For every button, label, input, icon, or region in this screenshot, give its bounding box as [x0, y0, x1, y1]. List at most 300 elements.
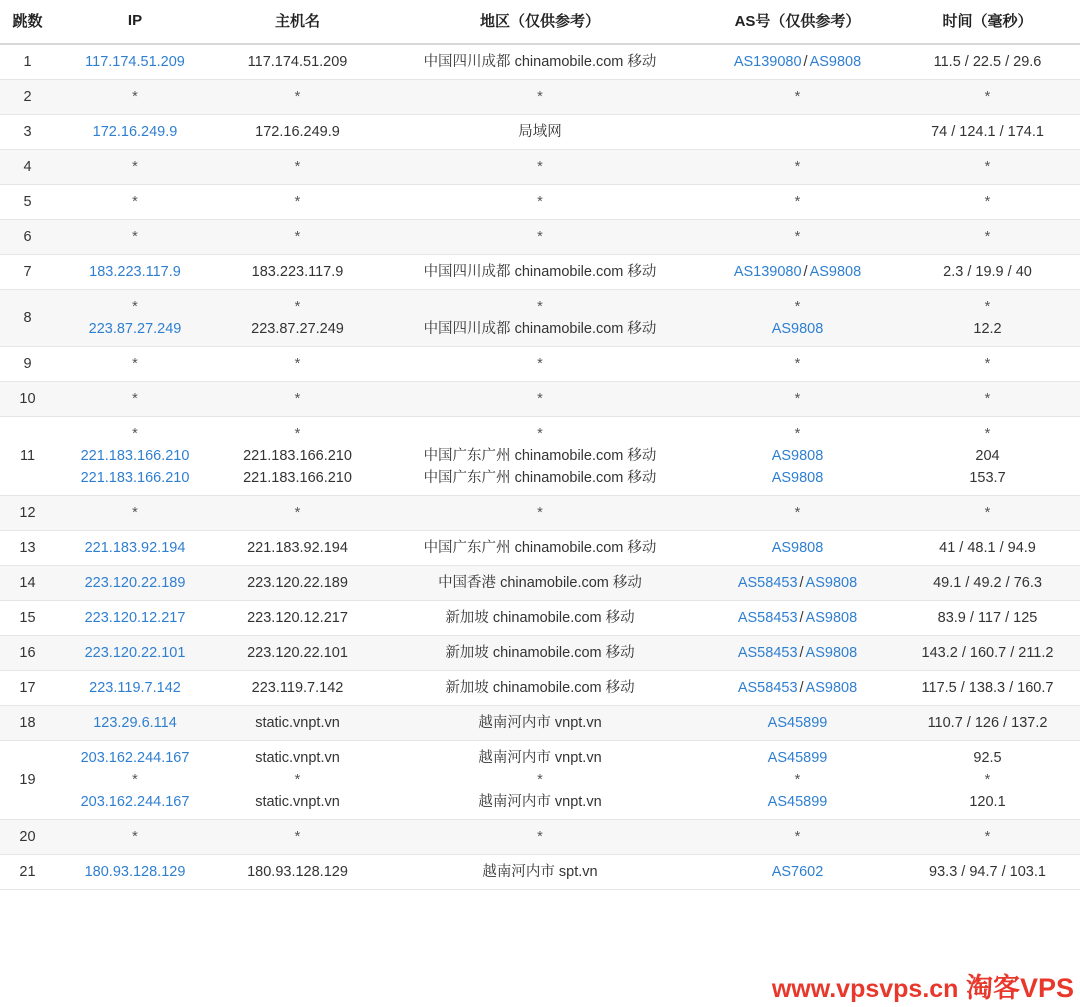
region-cell-line: 越南河内市 spt.vn — [482, 864, 598, 880]
cell-time — [895, 115, 1080, 150]
region-cell-line: * — [537, 356, 543, 372]
cell-asn — [700, 382, 895, 417]
ip-link[interactable]: 172.16.249.9 — [92, 124, 178, 140]
column-header-region: 地区（仅供参考） — [380, 0, 700, 44]
asn-cell-line — [704, 712, 891, 734]
cell-time — [895, 417, 1080, 496]
time-cell-line: 41 / 48.1 / 94.9 — [939, 540, 1036, 556]
time-cell-line: 74 / 124.1 / 174.1 — [931, 124, 1044, 140]
hostname-cell-line: 223.120.22.101 — [247, 645, 348, 661]
table-row — [0, 417, 1080, 496]
cell-region — [380, 741, 700, 820]
cell-time — [895, 601, 1080, 636]
cell-asn — [700, 185, 895, 220]
cell-ip — [55, 706, 215, 741]
cell-asn — [700, 855, 895, 890]
ip-cell-line: * — [132, 391, 138, 407]
table-row — [0, 44, 1080, 80]
asn-separator: / — [799, 575, 804, 591]
region-cell-line: 越南河内市 vnpt.vn — [478, 794, 602, 810]
time-cell-line: 93.3 / 94.7 / 103.1 — [929, 864, 1046, 880]
table-header-row — [0, 0, 1080, 44]
asn-cell-line — [704, 747, 891, 769]
asn-link[interactable]: AS139080 — [733, 54, 802, 70]
region-cell-line: * — [537, 426, 543, 442]
region-cell-line: * — [537, 159, 543, 175]
cell-region — [380, 496, 700, 531]
cell-hop: 11 — [0, 417, 55, 496]
cell-hostname — [215, 115, 380, 150]
hostname-cell-line: 223.87.27.249 — [251, 321, 344, 337]
asn-missing: * — [794, 426, 801, 442]
cell-asn — [700, 347, 895, 382]
asn-link[interactable]: AS9808 — [771, 321, 824, 337]
ip-link[interactable]: 203.162.244.167 — [80, 750, 190, 766]
cell-region — [380, 80, 700, 115]
asn-link[interactable]: AS9808 — [805, 680, 858, 696]
cell-hostname — [215, 531, 380, 566]
region-cell-line: 新加坡 chinamobile.com 移动 — [445, 610, 635, 626]
cell-hop: 19 — [0, 741, 55, 820]
table-row — [0, 496, 1080, 531]
cell-asn — [700, 706, 895, 741]
asn-cell-line — [704, 261, 891, 283]
cell-ip — [55, 671, 215, 706]
hostname-cell-line: static.vnpt.vn — [255, 794, 340, 810]
asn-separator: / — [799, 645, 804, 661]
cell-ip — [55, 855, 215, 890]
asn-cell-line — [704, 826, 891, 848]
asn-link[interactable]: AS139080 — [733, 264, 802, 280]
ip-link[interactable]: 183.223.117.9 — [89, 264, 181, 280]
hostname-cell-line: 221.183.166.210 — [243, 448, 352, 464]
watermark-url: www.vpsvps.cn — [771, 975, 959, 1003]
cell-hostname — [215, 417, 380, 496]
asn-link[interactable]: AS9808 — [805, 610, 858, 626]
cell-region — [380, 44, 700, 80]
cell-time — [895, 671, 1080, 706]
cell-region — [380, 220, 700, 255]
table-row — [0, 150, 1080, 185]
cell-hop: 12 — [0, 496, 55, 531]
cell-hostname — [215, 382, 380, 417]
region-cell-line: 新加坡 chinamobile.com 移动 — [445, 645, 635, 661]
region-cell-line: 中国广东广州 chinamobile.com 移动 — [423, 448, 657, 464]
cell-region — [380, 417, 700, 496]
cell-region — [380, 820, 700, 855]
hostname-cell-line: 223.120.22.189 — [247, 575, 348, 591]
cell-asn — [700, 566, 895, 601]
cell-asn — [700, 80, 895, 115]
cell-hop: 14 — [0, 566, 55, 601]
cell-region — [380, 255, 700, 290]
cell-hop: 15 — [0, 601, 55, 636]
cell-hostname — [215, 636, 380, 671]
asn-missing: * — [794, 89, 801, 105]
table-row — [0, 741, 1080, 820]
asn-cell-line — [704, 642, 891, 664]
cell-ip — [55, 185, 215, 220]
cell-ip — [55, 566, 215, 601]
hostname-cell-line: 183.223.117.9 — [251, 264, 344, 280]
table-row — [0, 820, 1080, 855]
asn-cell-line — [704, 226, 891, 248]
cell-hostname — [215, 80, 380, 115]
asn-link[interactable]: AS9808 — [809, 264, 862, 280]
cell-hostname — [215, 855, 380, 890]
cell-time — [895, 706, 1080, 741]
cell-hop: 2 — [0, 80, 55, 115]
region-cell-line: 中国广东广州 chinamobile.com 移动 — [423, 540, 657, 556]
cell-asn — [700, 255, 895, 290]
ip-cell-line: * — [132, 89, 138, 105]
cell-hop: 7 — [0, 255, 55, 290]
hostname-cell-line: 180.93.128.129 — [247, 864, 348, 880]
time-cell-line: * — [984, 299, 991, 315]
ip-link[interactable]: 221.183.92.194 — [84, 540, 186, 556]
ip-cell-line: * — [132, 299, 138, 315]
cell-hop: 21 — [0, 855, 55, 890]
cell-hostname — [215, 185, 380, 220]
hostname-cell-line: * — [294, 772, 301, 788]
table-body — [0, 44, 1080, 890]
cell-region — [380, 115, 700, 150]
time-cell-line: * — [984, 194, 991, 210]
asn-cell-line — [704, 423, 891, 445]
cell-region — [380, 636, 700, 671]
hostname-cell-line: 172.16.249.9 — [255, 124, 340, 140]
table-row — [0, 347, 1080, 382]
time-cell-line: 153.7 — [969, 470, 1006, 486]
asn-link[interactable]: AS7602 — [771, 864, 824, 880]
cell-ip — [55, 44, 215, 80]
table-row — [0, 566, 1080, 601]
time-cell-line: 12.2 — [973, 321, 1002, 337]
region-cell-line: 新加坡 chinamobile.com 移动 — [445, 680, 635, 696]
time-cell-line: * — [984, 159, 991, 175]
time-cell-line: * — [984, 426, 991, 442]
cell-ip — [55, 636, 215, 671]
cell-hop: 18 — [0, 706, 55, 741]
hostname-cell-line: 221.183.92.194 — [247, 540, 348, 556]
ip-link[interactable]: 223.120.12.217 — [84, 610, 186, 626]
asn-missing: * — [794, 391, 801, 407]
cell-region — [380, 706, 700, 741]
time-cell-line: 120.1 — [969, 794, 1006, 810]
cell-ip — [55, 820, 215, 855]
hostname-cell-line: * — [294, 426, 301, 442]
cell-asn — [700, 44, 895, 80]
cell-ip — [55, 531, 215, 566]
region-cell-line: * — [537, 299, 543, 315]
hostname-cell-line: * — [294, 194, 301, 210]
region-cell-line: * — [537, 391, 543, 407]
cell-region — [380, 671, 700, 706]
asn-link[interactable]: AS58453 — [737, 610, 798, 626]
time-cell-line: 83.9 / 117 / 125 — [937, 610, 1038, 626]
asn-missing: * — [794, 772, 801, 788]
ip-link[interactable]: 223.119.7.142 — [89, 680, 181, 696]
cell-hop: 3 — [0, 115, 55, 150]
asn-cell-line — [704, 537, 891, 559]
cell-time — [895, 255, 1080, 290]
table-row — [0, 855, 1080, 890]
cell-hop: 5 — [0, 185, 55, 220]
cell-hop: 16 — [0, 636, 55, 671]
cell-time — [895, 820, 1080, 855]
cell-time — [895, 496, 1080, 531]
cell-region — [380, 185, 700, 220]
cell-ip — [55, 255, 215, 290]
cell-time — [895, 80, 1080, 115]
asn-cell-line — [704, 353, 891, 375]
region-cell-line: * — [537, 229, 543, 245]
cell-ip — [55, 741, 215, 820]
asn-link[interactable]: AS9808 — [771, 448, 824, 464]
cell-asn — [700, 601, 895, 636]
column-header-hostname: 主机名 — [215, 0, 380, 44]
hostname-cell-line: * — [294, 391, 301, 407]
table-row — [0, 290, 1080, 347]
cell-ip — [55, 601, 215, 636]
column-header-ip: IP — [55, 0, 215, 44]
table-header — [0, 0, 1080, 44]
time-cell-line: 11.5 / 22.5 / 29.6 — [933, 54, 1042, 70]
hostname-cell-line: * — [294, 505, 301, 521]
asn-cell-line — [704, 467, 891, 489]
column-header-hop: 跳数 — [0, 0, 55, 44]
ip-link[interactable]: 203.162.244.167 — [80, 794, 190, 810]
cell-ip — [55, 290, 215, 347]
cell-ip — [55, 417, 215, 496]
cell-hop: 20 — [0, 820, 55, 855]
cell-hostname — [215, 566, 380, 601]
column-header-asn: AS号（仅供参考） — [700, 0, 895, 44]
time-cell-line: * — [984, 89, 991, 105]
cell-hostname — [215, 347, 380, 382]
asn-cell-line — [704, 296, 891, 318]
asn-cell-line — [704, 445, 891, 467]
ip-link[interactable]: 223.87.27.249 — [88, 321, 182, 337]
column-header-time: 时间（毫秒） — [895, 0, 1080, 44]
ip-cell-line: * — [132, 505, 138, 521]
asn-link[interactable]: AS9808 — [809, 54, 862, 70]
region-cell-line: * — [537, 505, 543, 521]
cell-ip — [55, 150, 215, 185]
cell-region — [380, 150, 700, 185]
cell-time — [895, 855, 1080, 890]
asn-link[interactable]: AS45899 — [767, 794, 828, 810]
cell-region — [380, 347, 700, 382]
cell-time — [895, 150, 1080, 185]
cell-region — [380, 290, 700, 347]
time-cell-line: * — [984, 229, 991, 245]
cell-hostname — [215, 741, 380, 820]
asn-cell-line — [704, 572, 891, 594]
cell-time — [895, 220, 1080, 255]
cell-asn — [700, 496, 895, 531]
asn-link[interactable]: AS45899 — [767, 715, 828, 731]
ip-cell-line: * — [132, 426, 138, 442]
region-cell-line: 越南河内市 vnpt.vn — [478, 715, 602, 731]
table-row — [0, 80, 1080, 115]
cell-time — [895, 636, 1080, 671]
cell-asn — [700, 671, 895, 706]
asn-cell-line — [704, 86, 891, 108]
cell-hostname — [215, 706, 380, 741]
time-cell-line: 110.7 / 126 / 137.2 — [927, 715, 1048, 731]
cell-hop: 17 — [0, 671, 55, 706]
time-cell-line: 2.3 / 19.9 / 40 — [943, 264, 1032, 280]
cell-hostname — [215, 220, 380, 255]
time-cell-line: 92.5 — [973, 750, 1002, 766]
cell-ip — [55, 115, 215, 150]
cell-hop: 4 — [0, 150, 55, 185]
table-row — [0, 220, 1080, 255]
cell-hostname — [215, 290, 380, 347]
time-cell-line: * — [984, 356, 991, 372]
cell-hop: 1 — [0, 44, 55, 80]
region-cell-line: * — [537, 829, 543, 845]
hostname-cell-line: * — [294, 229, 301, 245]
cell-ip — [55, 382, 215, 417]
watermark-brand: 淘客VPS — [965, 973, 1074, 1003]
region-cell-line: 局域网 — [518, 124, 562, 140]
ip-link[interactable]: 223.120.22.189 — [84, 575, 186, 591]
cell-time — [895, 44, 1080, 80]
asn-cell-line — [704, 121, 891, 143]
cell-time — [895, 382, 1080, 417]
hostname-cell-line: 117.174.51.209 — [247, 54, 348, 70]
cell-ip — [55, 220, 215, 255]
asn-link[interactable]: AS9808 — [805, 645, 858, 661]
cell-time — [895, 531, 1080, 566]
asn-missing: * — [794, 299, 801, 315]
asn-cell-line — [704, 607, 891, 629]
time-cell-line: * — [984, 505, 991, 521]
cell-ip — [55, 80, 215, 115]
cell-asn — [700, 531, 895, 566]
cell-time — [895, 290, 1080, 347]
hostname-cell-line: * — [294, 829, 301, 845]
cell-region — [380, 566, 700, 601]
region-cell-line: 中国四川成都 chinamobile.com 移动 — [423, 54, 657, 70]
cell-hostname — [215, 820, 380, 855]
asn-link[interactable]: AS58453 — [737, 680, 798, 696]
cell-time — [895, 566, 1080, 601]
hostname-cell-line: 223.120.12.217 — [247, 610, 348, 626]
cell-hop: 13 — [0, 531, 55, 566]
cell-asn — [700, 820, 895, 855]
cell-asn — [700, 290, 895, 347]
asn-missing: * — [794, 194, 801, 210]
hostname-cell-line: 221.183.166.210 — [243, 470, 352, 486]
time-cell-line: * — [984, 772, 991, 788]
table-row — [0, 531, 1080, 566]
cell-hop: 10 — [0, 382, 55, 417]
asn-link[interactable]: AS45899 — [767, 750, 828, 766]
region-cell-line: 中国四川成都 chinamobile.com 移动 — [423, 321, 657, 337]
asn-missing: * — [794, 829, 801, 845]
cell-hop: 6 — [0, 220, 55, 255]
asn-cell-line — [704, 502, 891, 524]
table-row — [0, 636, 1080, 671]
cell-asn — [700, 150, 895, 185]
asn-separator: / — [799, 680, 804, 696]
region-cell-line: 中国广东广州 chinamobile.com 移动 — [423, 470, 657, 486]
hostname-cell-line: * — [294, 299, 301, 315]
asn-cell-line — [704, 861, 891, 883]
table-row — [0, 382, 1080, 417]
asn-link[interactable]: AS9808 — [805, 575, 858, 591]
asn-link[interactable]: AS58453 — [737, 645, 798, 661]
region-cell-line: * — [537, 772, 543, 788]
ip-link[interactable]: 117.174.51.209 — [85, 54, 185, 70]
table-row — [0, 255, 1080, 290]
asn-cell-line — [704, 677, 891, 699]
cell-hostname — [215, 496, 380, 531]
cell-region — [380, 855, 700, 890]
hostname-cell-line: * — [294, 356, 301, 372]
ip-cell-line: * — [132, 194, 138, 210]
asn-missing: * — [794, 229, 801, 245]
asn-cell-line — [704, 318, 891, 340]
region-cell-line: * — [537, 194, 543, 210]
asn-link[interactable]: AS58453 — [737, 575, 798, 591]
cell-hostname — [215, 671, 380, 706]
asn-link[interactable]: AS9808 — [771, 540, 824, 556]
region-cell-line: * — [537, 89, 543, 105]
table-row — [0, 185, 1080, 220]
cell-time — [895, 185, 1080, 220]
cell-ip — [55, 496, 215, 531]
cell-hostname — [215, 255, 380, 290]
ip-link[interactable]: 221.183.166.210 — [80, 470, 190, 486]
cell-region — [380, 531, 700, 566]
time-cell-line: 204 — [975, 448, 1000, 464]
region-cell-line: 中国四川成都 chinamobile.com 移动 — [423, 264, 657, 280]
time-cell-line: * — [984, 829, 991, 845]
asn-cell-line — [704, 769, 891, 791]
ip-link[interactable]: 221.183.166.210 — [80, 448, 190, 464]
ip-link[interactable]: 123.29.6.114 — [93, 715, 177, 731]
cell-hostname — [215, 44, 380, 80]
hostname-cell-line: static.vnpt.vn — [255, 715, 340, 731]
asn-link[interactable]: AS9808 — [771, 470, 824, 486]
cell-time — [895, 741, 1080, 820]
asn-missing: * — [794, 505, 801, 521]
hostname-cell-line: * — [294, 159, 301, 175]
cell-hostname — [215, 601, 380, 636]
table-row — [0, 671, 1080, 706]
time-cell-line: 49.1 / 49.2 / 76.3 — [933, 575, 1042, 591]
region-cell-line: 越南河内市 vnpt.vn — [478, 750, 602, 766]
time-cell-line: * — [984, 391, 991, 407]
time-cell-line: 117.5 / 138.3 / 160.7 — [921, 680, 1054, 696]
cell-hop: 8 — [0, 290, 55, 347]
watermark — [772, 966, 1074, 1005]
cell-region — [380, 382, 700, 417]
cell-asn — [700, 417, 895, 496]
asn-missing: * — [794, 356, 801, 372]
hostname-cell-line: 223.119.7.142 — [251, 680, 344, 696]
ip-link[interactable]: 223.120.22.101 — [84, 645, 186, 661]
table-row — [0, 601, 1080, 636]
cell-hop: 9 — [0, 347, 55, 382]
hostname-cell-line: static.vnpt.vn — [255, 750, 340, 766]
ip-link[interactable]: 180.93.128.129 — [84, 864, 186, 880]
cell-asn — [700, 636, 895, 671]
